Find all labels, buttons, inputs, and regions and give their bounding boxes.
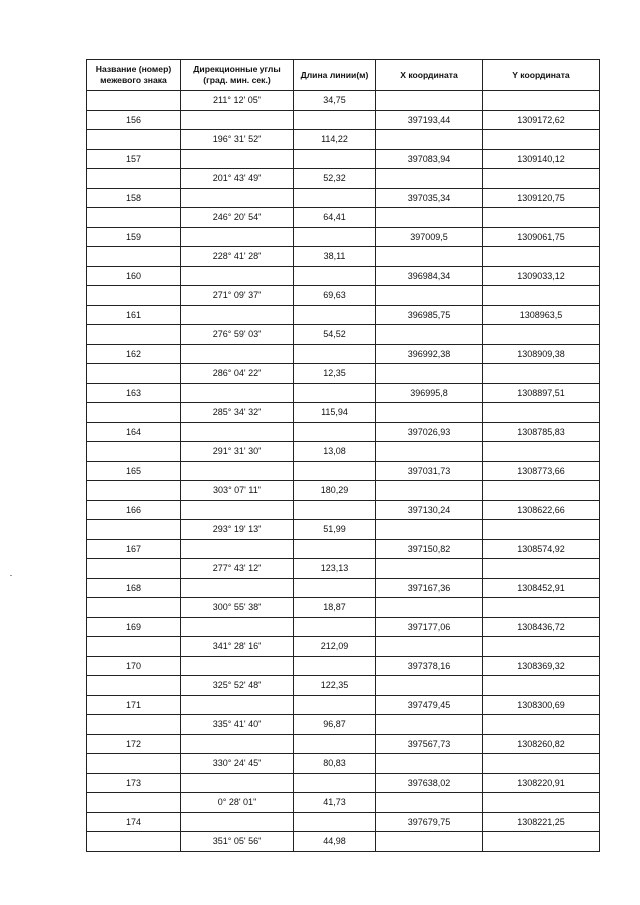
cell-angle: 0° 28' 01" xyxy=(181,793,294,813)
cell-name xyxy=(87,754,181,774)
cell-y: 1309172,62 xyxy=(483,110,600,130)
cell-name: 171 xyxy=(87,695,181,715)
cell-x: 397567,73 xyxy=(376,734,483,754)
cell-length: 69,63 xyxy=(294,286,376,306)
cell-y xyxy=(483,715,600,735)
table-row-segment xyxy=(87,598,600,618)
cell-length: 212,09 xyxy=(294,637,376,657)
table-header-row xyxy=(87,60,600,91)
cell-x: 397638,02 xyxy=(376,773,483,793)
cell-angle xyxy=(181,422,294,442)
table-row-point xyxy=(87,149,600,169)
cell-length: 96,87 xyxy=(294,715,376,735)
cell-angle: 330° 24' 45" xyxy=(181,754,294,774)
cell-x xyxy=(376,247,483,267)
cell-y xyxy=(483,676,600,696)
cell-angle: 276° 59' 03" xyxy=(181,325,294,345)
cell-name: 166 xyxy=(87,500,181,520)
header-angle: Дирекционные углы (град. мин. сек.) xyxy=(181,60,294,91)
cell-angle: 277° 43' 12" xyxy=(181,559,294,579)
table-row-point xyxy=(87,812,600,832)
cell-name: 156 xyxy=(87,110,181,130)
table-row-point xyxy=(87,656,600,676)
cell-angle: 286° 04' 22" xyxy=(181,364,294,384)
header-y: Y координата xyxy=(483,60,600,91)
cell-length xyxy=(294,695,376,715)
cell-x xyxy=(376,130,483,150)
cell-length: 80,83 xyxy=(294,754,376,774)
cell-y: 1308300,69 xyxy=(483,695,600,715)
table-row-segment xyxy=(87,130,600,150)
table-body xyxy=(87,91,600,852)
cell-y xyxy=(483,754,600,774)
cell-y: 1308622,66 xyxy=(483,500,600,520)
cell-length xyxy=(294,773,376,793)
cell-angle: 335° 41' 40" xyxy=(181,715,294,735)
cell-x: 397378,16 xyxy=(376,656,483,676)
cell-length xyxy=(294,383,376,403)
cell-name: 160 xyxy=(87,266,181,286)
table-row-point xyxy=(87,539,600,559)
cell-length: 44,98 xyxy=(294,832,376,852)
cell-y: 1308221,25 xyxy=(483,812,600,832)
cell-y: 1308220,91 xyxy=(483,773,600,793)
cell-length: 123,13 xyxy=(294,559,376,579)
cell-angle: 196° 31' 52" xyxy=(181,130,294,150)
cell-length: 38,11 xyxy=(294,247,376,267)
cell-name xyxy=(87,442,181,462)
cell-length xyxy=(294,422,376,442)
cell-length xyxy=(294,266,376,286)
table-row-point xyxy=(87,344,600,364)
cell-x xyxy=(376,481,483,501)
cell-name: 170 xyxy=(87,656,181,676)
cell-angle xyxy=(181,188,294,208)
cell-name: 165 xyxy=(87,461,181,481)
cell-x xyxy=(376,832,483,852)
cell-name xyxy=(87,91,181,111)
cell-angle: 246° 20' 54" xyxy=(181,208,294,228)
table-row-segment xyxy=(87,91,600,111)
cell-y: 1308452,91 xyxy=(483,578,600,598)
cell-y xyxy=(483,286,600,306)
header-x: X координата xyxy=(376,60,483,91)
cell-y xyxy=(483,364,600,384)
cell-name: 157 xyxy=(87,149,181,169)
cell-x xyxy=(376,637,483,657)
cell-angle xyxy=(181,266,294,286)
cell-length xyxy=(294,578,376,598)
cell-x: 397150,82 xyxy=(376,539,483,559)
cell-y xyxy=(483,208,600,228)
table-row-segment xyxy=(87,559,600,579)
cell-name xyxy=(87,208,181,228)
cell-x: 397031,73 xyxy=(376,461,483,481)
cell-x xyxy=(376,325,483,345)
cell-name: 163 xyxy=(87,383,181,403)
table-row-segment xyxy=(87,325,600,345)
cell-length: 41,73 xyxy=(294,793,376,813)
cell-name xyxy=(87,598,181,618)
cell-name xyxy=(87,793,181,813)
cell-name xyxy=(87,832,181,852)
table-row-segment xyxy=(87,481,600,501)
table-row-segment xyxy=(87,208,600,228)
cell-x xyxy=(376,754,483,774)
table-row-point xyxy=(87,734,600,754)
table-row-point xyxy=(87,383,600,403)
table-row-segment xyxy=(87,676,600,696)
cell-length xyxy=(294,461,376,481)
cell-x: 397026,93 xyxy=(376,422,483,442)
cell-name xyxy=(87,559,181,579)
cell-length: 12,35 xyxy=(294,364,376,384)
table-row-point xyxy=(87,773,600,793)
table-row-point xyxy=(87,266,600,286)
cell-name: 173 xyxy=(87,773,181,793)
cell-length: 54,52 xyxy=(294,325,376,345)
cell-angle: 285° 34' 32" xyxy=(181,403,294,423)
cell-y xyxy=(483,793,600,813)
cell-x: 397083,94 xyxy=(376,149,483,169)
cell-length xyxy=(294,305,376,325)
table-row-point xyxy=(87,110,600,130)
cell-name xyxy=(87,481,181,501)
cell-x: 397167,36 xyxy=(376,578,483,598)
cell-name: 158 xyxy=(87,188,181,208)
cell-angle: 201° 43' 49" xyxy=(181,169,294,189)
cell-length xyxy=(294,227,376,247)
cell-x: 397177,06 xyxy=(376,617,483,637)
cell-angle xyxy=(181,656,294,676)
cell-x: 396992,38 xyxy=(376,344,483,364)
cell-y xyxy=(483,832,600,852)
cell-angle: 325° 52' 48" xyxy=(181,676,294,696)
cell-x xyxy=(376,91,483,111)
cell-length: 180,29 xyxy=(294,481,376,501)
table-row-point xyxy=(87,188,600,208)
cell-x: 397009,5 xyxy=(376,227,483,247)
cell-y: 1309120,75 xyxy=(483,188,600,208)
cell-y: 1309033,12 xyxy=(483,266,600,286)
cell-length xyxy=(294,539,376,559)
cell-x xyxy=(376,715,483,735)
cell-y xyxy=(483,598,600,618)
cell-angle: 300° 55' 38" xyxy=(181,598,294,618)
table-row-point xyxy=(87,617,600,637)
cell-name: 169 xyxy=(87,617,181,637)
table-row-point xyxy=(87,227,600,247)
header-name: Название (номер) межевого знака xyxy=(87,60,181,91)
cell-angle xyxy=(181,695,294,715)
header-length: Длина линии(м) xyxy=(294,60,376,91)
cell-y: 1309140,12 xyxy=(483,149,600,169)
cell-y: 1309061,75 xyxy=(483,227,600,247)
cell-name xyxy=(87,715,181,735)
cell-x: 396995,8 xyxy=(376,383,483,403)
cell-x xyxy=(376,598,483,618)
cell-name: 172 xyxy=(87,734,181,754)
cell-angle xyxy=(181,344,294,364)
cell-name: 167 xyxy=(87,539,181,559)
cell-y: 1308369,32 xyxy=(483,656,600,676)
cell-length: 114,22 xyxy=(294,130,376,150)
cell-x xyxy=(376,286,483,306)
cell-y: 1308436,72 xyxy=(483,617,600,637)
cell-y xyxy=(483,481,600,501)
cell-length xyxy=(294,617,376,637)
table-row-segment xyxy=(87,169,600,189)
boundary-coordinates-table xyxy=(86,59,600,852)
cell-angle: 228° 41' 28" xyxy=(181,247,294,267)
table-row-segment xyxy=(87,286,600,306)
cell-x: 396984,34 xyxy=(376,266,483,286)
cell-name xyxy=(87,364,181,384)
table-row-point xyxy=(87,305,600,325)
cell-name xyxy=(87,169,181,189)
cell-name xyxy=(87,403,181,423)
table-row-segment xyxy=(87,715,600,735)
cell-y xyxy=(483,130,600,150)
cell-y xyxy=(483,91,600,111)
cell-name xyxy=(87,247,181,267)
cell-angle xyxy=(181,578,294,598)
cell-x: 397479,45 xyxy=(376,695,483,715)
cell-x xyxy=(376,520,483,540)
cell-length: 115,94 xyxy=(294,403,376,423)
cell-name: 159 xyxy=(87,227,181,247)
cell-angle xyxy=(181,773,294,793)
cell-x xyxy=(376,208,483,228)
cell-x xyxy=(376,169,483,189)
table-row-point xyxy=(87,578,600,598)
cell-angle xyxy=(181,617,294,637)
cell-angle xyxy=(181,812,294,832)
cell-name xyxy=(87,520,181,540)
cell-y: 1308260,82 xyxy=(483,734,600,754)
cell-y xyxy=(483,247,600,267)
cell-name xyxy=(87,676,181,696)
table-row-point xyxy=(87,500,600,520)
cell-length: 13,08 xyxy=(294,442,376,462)
cell-angle xyxy=(181,227,294,247)
cell-angle xyxy=(181,110,294,130)
cell-x: 397035,34 xyxy=(376,188,483,208)
scan-artifact xyxy=(10,575,12,576)
cell-x xyxy=(376,364,483,384)
cell-y xyxy=(483,442,600,462)
table-row-segment xyxy=(87,793,600,813)
cell-y: 1308773,66 xyxy=(483,461,600,481)
cell-y xyxy=(483,520,600,540)
cell-angle: 303° 07' 11" xyxy=(181,481,294,501)
cell-length xyxy=(294,812,376,832)
cell-y: 1308897,51 xyxy=(483,383,600,403)
cell-x: 396985,75 xyxy=(376,305,483,325)
table-row-segment xyxy=(87,637,600,657)
table-row-segment xyxy=(87,442,600,462)
cell-y: 1308909,38 xyxy=(483,344,600,364)
cell-angle: 211° 12' 05" xyxy=(181,91,294,111)
cell-length xyxy=(294,656,376,676)
cell-angle xyxy=(181,734,294,754)
cell-y xyxy=(483,325,600,345)
table-row-segment xyxy=(87,364,600,384)
cell-length xyxy=(294,149,376,169)
cell-angle xyxy=(181,149,294,169)
cell-name xyxy=(87,325,181,345)
cell-length xyxy=(294,500,376,520)
cell-length xyxy=(294,188,376,208)
cell-angle xyxy=(181,461,294,481)
cell-y xyxy=(483,169,600,189)
cell-angle xyxy=(181,500,294,520)
cell-angle xyxy=(181,539,294,559)
cell-name: 161 xyxy=(87,305,181,325)
table-row-segment xyxy=(87,403,600,423)
table-row-segment xyxy=(87,832,600,852)
cell-y xyxy=(483,637,600,657)
cell-x: 397193,44 xyxy=(376,110,483,130)
table-row-point xyxy=(87,695,600,715)
table-row-point xyxy=(87,461,600,481)
cell-y: 1308574,92 xyxy=(483,539,600,559)
cell-x xyxy=(376,403,483,423)
cell-angle: 271° 09' 37" xyxy=(181,286,294,306)
cell-angle: 293° 19' 13" xyxy=(181,520,294,540)
cell-angle xyxy=(181,383,294,403)
cell-angle: 291° 31' 30" xyxy=(181,442,294,462)
cell-length xyxy=(294,344,376,364)
cell-x xyxy=(376,559,483,579)
cell-length xyxy=(294,734,376,754)
cell-length: 18,87 xyxy=(294,598,376,618)
cell-y xyxy=(483,559,600,579)
cell-y: 1308785,83 xyxy=(483,422,600,442)
cell-length xyxy=(294,110,376,130)
cell-name: 168 xyxy=(87,578,181,598)
cell-name xyxy=(87,286,181,306)
cell-length: 122,35 xyxy=(294,676,376,696)
cell-length: 52,32 xyxy=(294,169,376,189)
cell-name xyxy=(87,637,181,657)
cell-length: 34,75 xyxy=(294,91,376,111)
cell-name: 174 xyxy=(87,812,181,832)
cell-name xyxy=(87,130,181,150)
cell-x xyxy=(376,676,483,696)
table-row-segment xyxy=(87,520,600,540)
table-row-point xyxy=(87,422,600,442)
table-row-segment xyxy=(87,754,600,774)
cell-length: 64,41 xyxy=(294,208,376,228)
cell-angle xyxy=(181,305,294,325)
cell-y: 1308963,5 xyxy=(483,305,600,325)
cell-length: 51,99 xyxy=(294,520,376,540)
cell-y xyxy=(483,403,600,423)
cell-angle: 351° 05' 56" xyxy=(181,832,294,852)
table-row-segment xyxy=(87,247,600,267)
cell-x xyxy=(376,442,483,462)
cell-x: 397130,24 xyxy=(376,500,483,520)
cell-x: 397679,75 xyxy=(376,812,483,832)
cell-name: 162 xyxy=(87,344,181,364)
cell-x xyxy=(376,793,483,813)
cell-name: 164 xyxy=(87,422,181,442)
cell-angle: 341° 28' 16" xyxy=(181,637,294,657)
